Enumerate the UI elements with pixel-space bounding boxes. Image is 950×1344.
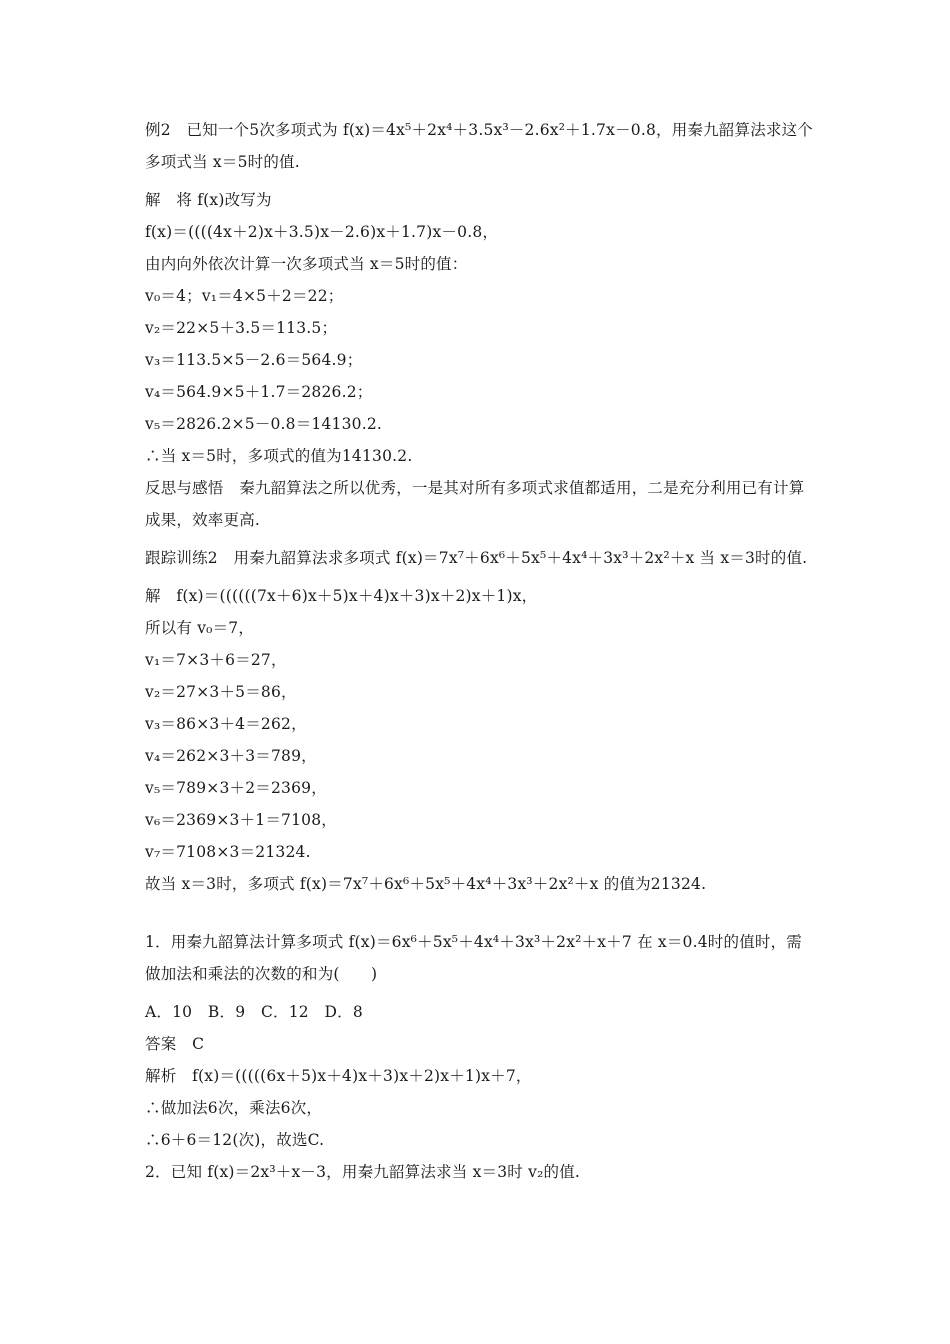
exercise1-answer: 答案 C	[145, 1035, 205, 1053]
example2-step: v₀＝4；v₁＝4×5＋2＝22；	[145, 287, 344, 305]
training2-step: v₅＝789×3＋2＝2369，	[145, 779, 327, 797]
training2-question: 跟踪训练2 用秦九韶算法求多项式 f(x)＝7x⁷＋6x⁶＋5x⁵＋4x⁴＋3x³＋2x²＋x 当 x＝3时的值.	[145, 549, 808, 567]
training2-step: v₃＝86×3＋4＝262，	[145, 715, 307, 733]
example2-step: v₅＝2826.2×5－0.8＝14130.2.	[145, 415, 383, 433]
training2-conclusion: 故当 x＝3时，多项式 f(x)＝7x⁷＋6x⁶＋5x⁵＋4x⁴＋3x³＋2x²＋x 的值为21324.	[145, 875, 707, 893]
example2-compute-intro: 由内向外依次计算一次多项式当 x＝5时的值：	[145, 255, 468, 273]
training2-step: v₇＝7108×3＝21324.	[145, 843, 311, 861]
example2-step: v₃＝113.5×5－2.6＝564.9；	[145, 351, 363, 369]
training2-v0: 所以有 v₀＝7，	[145, 619, 255, 637]
training2-step: v₄＝262×3＋3＝789，	[145, 747, 317, 765]
training2-solution: 解 f(x)＝((((((7x＋6)x＋5)x＋4)x＋3)x＋2)x＋1)x，	[145, 587, 538, 605]
example2-step: v₂＝22×5＋3.5＝113.5；	[145, 319, 338, 337]
exercise1-options: A．10 B．9 C．12 D．8	[145, 1003, 363, 1021]
example2-reflection: 反思与感悟 秦九韶算法之所以优秀，一是其对所有多项式求值都适用，二是充分利用已有计算成果，效率更高.	[145, 479, 805, 529]
training2-step: v₂＝27×3＋5＝86，	[145, 683, 297, 701]
example2-rewritten-formula: f(x)＝((((4x＋2)x＋3.5)x－2.6)x＋1.7)x－0.8，	[145, 223, 499, 241]
example2-conclusion: ∴当 x＝5时，多项式的值为14130.2.	[145, 447, 413, 465]
training2-step: v₁＝7×3＋6＝27，	[145, 651, 287, 669]
training2-step: v₆＝2369×3＋1＝7108，	[145, 811, 337, 829]
example2-step: v₄＝564.9×5＋1.7＝2826.2；	[145, 383, 373, 401]
example2-question: 例2 已知一个5次多项式为 f(x)＝4x⁵＋2x⁴＋3.5x³－2.6x²＋1.7x－0.8，用秦九韶算法求这个多项式当 x＝5时的值.	[145, 121, 814, 171]
exercise1-analysis: 解析 f(x)＝(((((6x＋5)x＋4)x＋3)x＋2)x＋1)x＋7，	[145, 1067, 532, 1085]
exercise2-question: 2．已知 f(x)＝2x³＋x－3，用秦九韶算法求当 x＝3时 v₂的值.	[145, 1163, 581, 1181]
exercise1-line3: ∴6＋6＝12(次)，故选C.	[145, 1131, 325, 1149]
exercise1-line2: ∴做加法6次，乘法6次，	[145, 1099, 323, 1117]
exercise1-question: 1．用秦九韶算法计算多项式 f(x)＝6x⁶＋5x⁵＋4x⁴＋3x³＋2x²＋x＋7 在 x＝0.4时的值时，需做加法和乘法的次数的和为( )	[145, 933, 802, 983]
document-page	[145, 120, 815, 1194]
example2-solution-intro: 解 将 f(x)改写为	[145, 191, 272, 209]
